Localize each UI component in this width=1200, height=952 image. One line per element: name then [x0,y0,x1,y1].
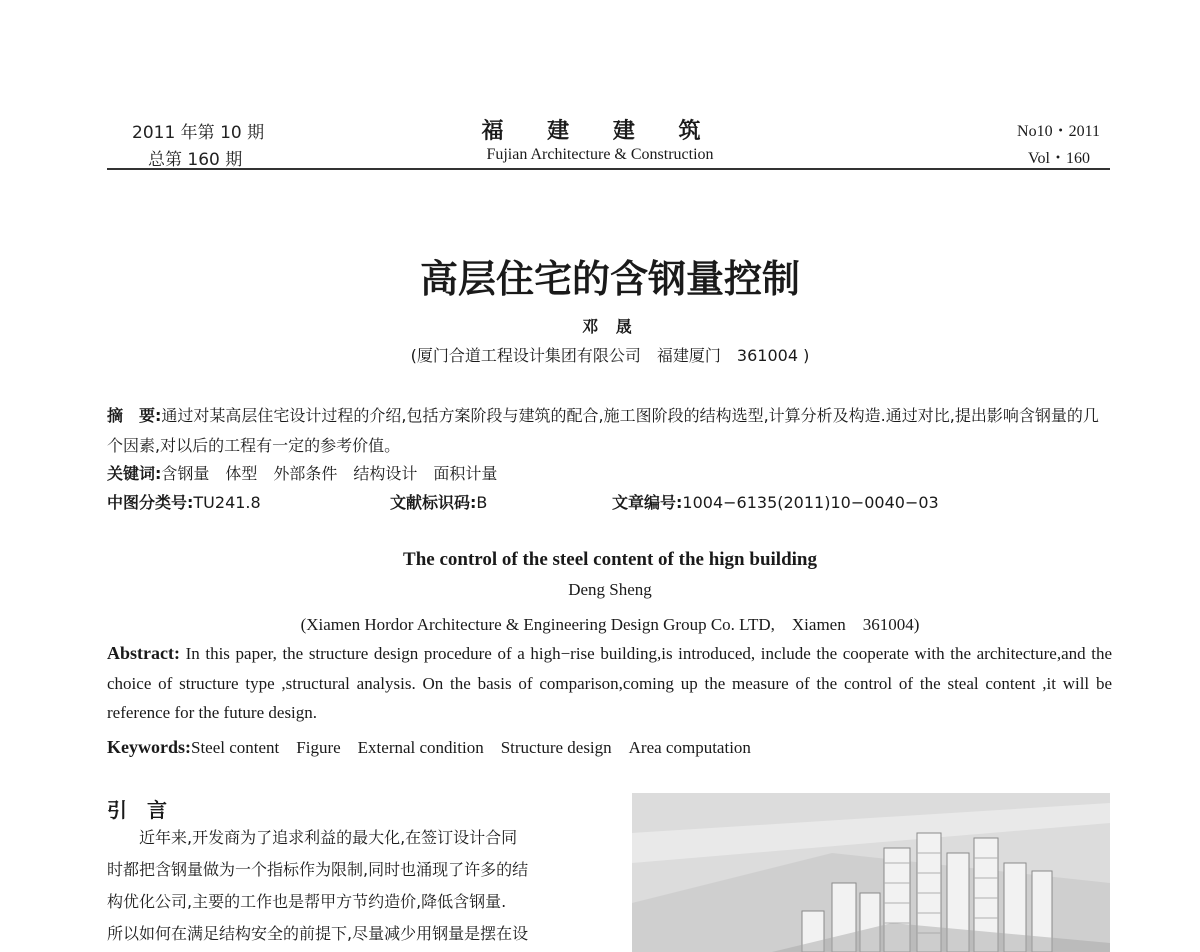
keywords-cn [107,461,497,484]
keywords-en-label: Keywords: [107,737,191,757]
document-code [390,490,487,513]
abstract-cn-label: 摘 要: [107,406,162,425]
volume-no: Vol・160 [1028,150,1090,167]
paper-title-en: The control of the steel content of the hign building [403,549,817,570]
journal-title-en: Fujian Architecture & Construction [486,146,714,163]
body-line: 时都把含钢量做为一个指标作为限制,同时也涌现了许多的结 [107,860,529,879]
keywords-cn-label: 关键词: [107,464,162,483]
abstract-en [107,639,1112,728]
document-code-value: B [476,493,488,512]
issue-no: No10・2011 [1017,123,1100,140]
abstract-cn-text: 通过对某高层住宅设计过程的介绍,包括方案阶段与建筑的配合,施工图阶段的结构选型,计算分析及构造.通过对比,提出影响含钢量的几个因素,对以后的工程有一定的参考价值。 [107,406,1099,455]
article-number [612,490,939,513]
section-heading-introduction: 引 言 [107,798,167,822]
author-cn: 邓 晟 [582,317,638,336]
clc-value: TU241.8 [193,493,261,512]
affiliation-en: (Xiamen Hordor Architecture & Engineering Design Group Co. LTD, Xiamen 361004) [300,615,920,634]
journal-title-cn: 福 建 建 筑 [481,119,719,144]
issue-year-number: 2011 年第 10 期 [132,123,265,143]
author-en: Deng Sheng [568,580,652,599]
building-rendering-photo [632,793,1110,952]
body-line: 近年来,开发商为了追求利益的最大化,在签订设计合同 [139,828,518,847]
document-code-label: 文献标识码: [390,493,477,512]
abstract-en-text: In this paper, the structure design procedure of a high−rise building,is introduced, include the cooperate with the architecture,and the choice of structure type ,structural analysis. On the basis of comparison,coming up the measure of the control of the steal content ,it will be reference for the future design. [107,644,1112,722]
clc-number [107,490,261,513]
abstract-en-label: Abstract: [107,643,180,663]
article-number-value: 1004−6135(2011)10−0040−03 [682,493,939,512]
introduction-paragraph [107,822,605,950]
abstract-cn [107,401,1112,461]
issue-total-number: 总第 160 期 [148,150,243,170]
header-rule [107,168,1110,170]
building-rendering-illustration [632,793,1110,952]
keywords-en [107,733,751,758]
affiliation-cn: (厦门合道工程设计集团有限公司 福建厦门 361004 ) [410,346,810,365]
clc-label: 中图分类号: [107,493,194,512]
body-line: 所以如何在满足结构安全的前提下,尽量减少用钢量是摆在设 [107,924,529,943]
article-number-label: 文章编号: [612,493,683,512]
paper-title-cn: 高层住宅的含钢量控制 [419,257,800,301]
keywords-en-text: Steel content Figure External condition Structure design Area computation [191,738,751,757]
body-line: 构优化公司,主要的工作也是帮甲方节约造价,降低含钢量. [107,892,507,911]
keywords-cn-text: 含钢量 体型 外部条件 结构设计 面积计量 [161,464,498,483]
